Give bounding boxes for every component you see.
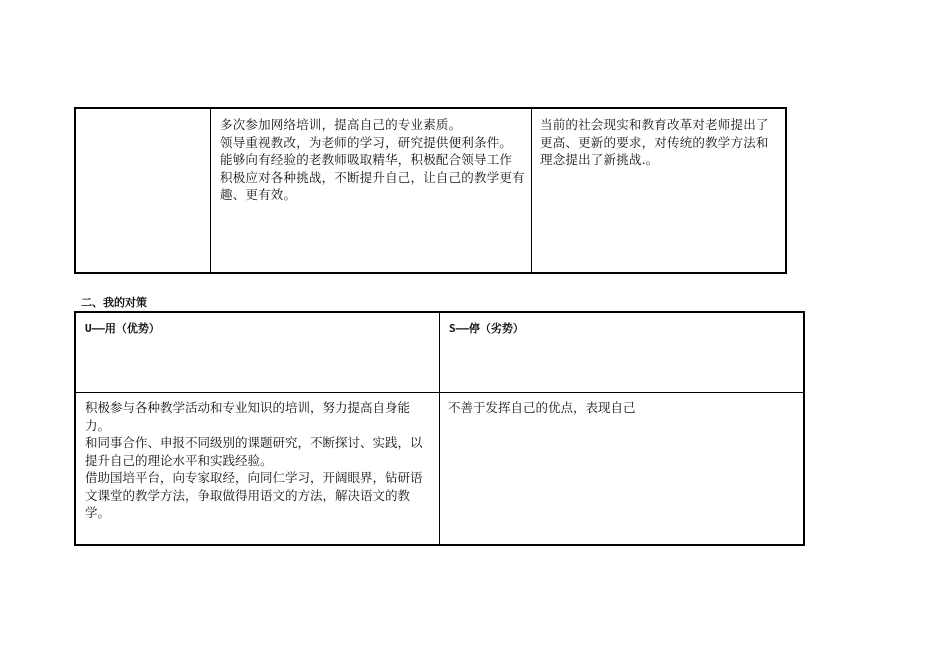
strategy-table — [74, 311, 805, 546]
strategy-content-row — [76, 393, 803, 544]
use-strengths-cell — [76, 393, 440, 544]
stop-weaknesses-header: S——停（劣势） — [449, 322, 524, 335]
section-heading: 二、我的对策 — [81, 296, 147, 309]
threat-text: 当前的社会现实和教育改革对老师提出了更高、更新的要求，对传统的教学方法和理念提出了新挑战.。 — [540, 117, 769, 167]
empty-label-cell — [76, 109, 211, 272]
strength-line-3: 能够向有经验的老教师吸取精华，积极配合领导工作 积极应对各种挑战，不断提升自己，让自己的教学更有趣、更有效。 — [220, 152, 525, 202]
strengths-cell — [211, 109, 532, 272]
threats-cell — [532, 109, 785, 272]
strength-line-2: 领导重视教改，为老师的学习，研究提供便利条件。 — [220, 134, 513, 150]
use-line-2: 和同事合作、申报不同级别的课题研究，不断探讨、实践，以提升自己的理论水平和实践经验。 — [85, 435, 423, 468]
stop-text: 不善于发挥自己的优点，表现自己 — [448, 400, 636, 415]
strategy-header-row — [76, 313, 803, 393]
stop-weaknesses-cell — [440, 393, 803, 544]
use-line-1: 积极参与各种教学活动和专业知识的培训，努力提高自身能力。 — [85, 400, 411, 433]
use-strengths-header: U——用（优势） — [76, 313, 440, 392]
swot-table-top — [74, 107, 787, 274]
use-line-3: 借助国培平台，向专家取经，向同仁学习，开阔眼界，钻研语文课堂的教学方法，争取做得用语文的方法，解决语文的教学。 — [85, 470, 423, 520]
strength-line-1: 多次参加网络培训，提高自己的专业素质。 — [220, 117, 462, 132]
